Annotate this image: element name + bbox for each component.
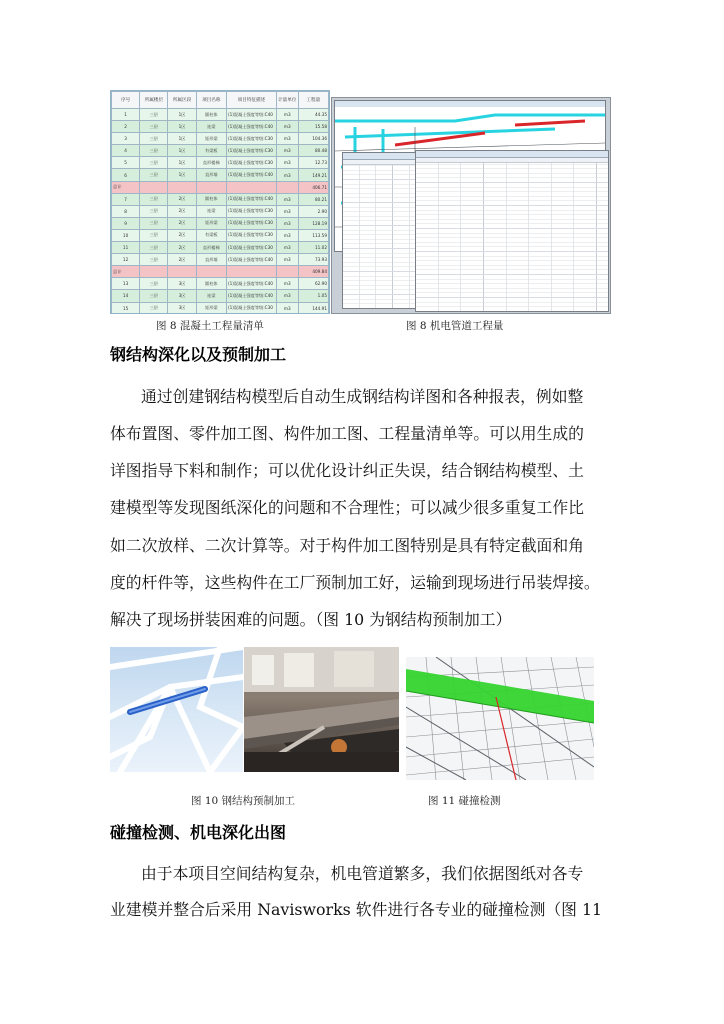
table-cell: 连梁 (196, 290, 226, 302)
table-cell (140, 266, 168, 278)
mep-quantity-screenshot (331, 97, 611, 314)
table-cell: 15 (112, 302, 140, 314)
paragraph-line: 体布置图、零件加工图、构件加工图、工程量清单等。可以用生成的 (110, 424, 584, 443)
table-cell: m3 (276, 109, 298, 121)
table-cell: 圆柱体 (196, 109, 226, 121)
paragraph-line: 通过创建钢结构模型后自动生成钢结构详图和各种报表，例如整 (141, 387, 584, 406)
table-cell: 15.58 (298, 121, 328, 133)
table-cell: m3 (276, 145, 298, 157)
table-row (112, 145, 329, 157)
table-cell: 2区 (168, 242, 196, 254)
table-cell: 80.48 (298, 145, 328, 157)
table-cell: (1)混凝土强度等级:C40 (226, 169, 276, 181)
table-cell: (1)混凝土强度等级:C40 (226, 121, 276, 133)
table-cell: (1)混凝土强度等级:C30 (226, 242, 276, 254)
table-cell: 三层 (140, 121, 168, 133)
table-cell: 12 (112, 254, 140, 266)
table-cell: 矩形梁 (196, 133, 226, 145)
caption-fig8-mep: 图 8 机电管道工程量 (406, 320, 504, 332)
table-row (112, 278, 329, 290)
table-cell: 3区 (168, 290, 196, 302)
table-cell: 三层 (140, 157, 168, 169)
table-cell: 三层 (140, 169, 168, 181)
table-row (112, 242, 329, 254)
table-cell: 104.36 (298, 133, 328, 145)
table-cell: m3 (276, 157, 298, 169)
table-cell: 409.84 (298, 266, 328, 278)
table-cell: 11.02 (298, 242, 328, 254)
table-cell: 12.73 (298, 157, 328, 169)
table-cell: 直形楼梯 (196, 157, 226, 169)
table-cell: m3 (276, 290, 298, 302)
factory-fabrication-photo (244, 647, 399, 772)
steel-structure-photo (110, 647, 243, 772)
paragraph-line: 业建模并整合后采用 Navisworks 软件进行各专业的碰撞检测（图 11 (110, 900, 603, 919)
table-cell: m3 (276, 193, 298, 205)
table-cell: 2区 (168, 193, 196, 205)
table-cell: 直形楼梯 (196, 242, 226, 254)
table-subtotal-row (112, 181, 329, 193)
table-cell: m3 (276, 302, 298, 314)
caption-fig8-concrete: 图 8 混凝土工程量清单 (156, 320, 264, 332)
table-cell: (1)混凝土强度等级:C40 (226, 278, 276, 290)
table-row (112, 109, 329, 121)
table-row (112, 193, 329, 205)
table-cell: 直形墙 (196, 254, 226, 266)
table-cell: (1)混凝土强度等级:C30 (226, 145, 276, 157)
table-cell: 三层 (140, 205, 168, 217)
table-cell: 10 (112, 229, 140, 241)
table-cell: 6 (112, 169, 140, 181)
table-cell: 8 (112, 205, 140, 217)
table-cell (226, 266, 276, 278)
table-cell: m3 (276, 229, 298, 241)
table-cell: m3 (276, 205, 298, 217)
table-cell (196, 181, 226, 193)
table-cell: (1)混凝土强度等级:C40 (226, 290, 276, 302)
paragraph-line: 解决了现场拼装困难的问题。（图 10 为钢结构预制加工） (110, 610, 512, 629)
table-cell: 总计 (112, 181, 140, 193)
concrete-quantity-table (111, 91, 329, 314)
table-cell: m3 (276, 278, 298, 290)
table-cell (196, 266, 226, 278)
table-cell: 总计 (112, 266, 140, 278)
table-cell: 144.91 (298, 302, 328, 314)
table-row (112, 302, 329, 314)
table-cell: 7 (112, 193, 140, 205)
paragraph-line: 详图指导下料和制作；可以优化设计纠正失误，结合钢结构模型、土 (110, 461, 584, 480)
table-header-row (112, 92, 329, 109)
table-cell: 149.21 (298, 169, 328, 181)
table-header-cell: 工程量 (298, 92, 328, 109)
table-cell: (1)混凝土强度等级:C40 (226, 109, 276, 121)
table-cell: m3 (276, 254, 298, 266)
table-header-cell: 序号 (112, 92, 140, 109)
table-cell: 三层 (140, 278, 168, 290)
table-cell (276, 181, 298, 193)
table-row (112, 205, 329, 217)
table-row (112, 254, 329, 266)
table-cell (168, 266, 196, 278)
table-cell (140, 181, 168, 193)
table-cell: 三层 (140, 109, 168, 121)
table-cell: m3 (276, 242, 298, 254)
table-cell: 9 (112, 217, 140, 229)
steel-grid-illustration (110, 647, 243, 772)
table-cell: 3区 (168, 302, 196, 314)
concrete-quantity-table-image (110, 90, 330, 314)
table-cell: (1)混凝土强度等级:C40 (226, 193, 276, 205)
table-subtotal-row (112, 266, 329, 278)
table-cell: 三层 (140, 145, 168, 157)
table-cell: 三层 (140, 242, 168, 254)
table-cell: 矩形梁 (196, 217, 226, 229)
table-cell: 三层 (140, 254, 168, 266)
table-cell: 直形墙 (196, 169, 226, 181)
table-cell: m3 (276, 169, 298, 181)
table-cell (226, 181, 276, 193)
table-row (112, 169, 329, 181)
table-cell: 1区 (168, 145, 196, 157)
table-header-cell: 计量单位 (276, 92, 298, 109)
table-cell: 14 (112, 290, 140, 302)
table-cell: 有梁板 (196, 145, 226, 157)
table-cell: (1)混凝土强度等级:C30 (226, 229, 276, 241)
table-cell: 三层 (140, 133, 168, 145)
table-cell: (1)混凝土强度等级:C30 (226, 217, 276, 229)
table-cell: 三层 (140, 302, 168, 314)
table-cell: 三层 (140, 229, 168, 241)
table-row (112, 133, 329, 145)
table-cell: 圆柱体 (196, 193, 226, 205)
table-row (112, 217, 329, 229)
table-cell: 2.90 (298, 205, 328, 217)
table-header-cell: 项目特征描述 (226, 92, 276, 109)
table-cell: 圆柱体 (196, 278, 226, 290)
table-cell: (1)混凝土强度等级:C30 (226, 302, 276, 314)
table-cell: 2 (112, 121, 140, 133)
table-cell: 1区 (168, 109, 196, 121)
table-cell: 2区 (168, 205, 196, 217)
paragraph-line: 建模型等发现图纸深化的问题和不合理性；可以减少很多重复工作比 (110, 498, 584, 517)
table-cell: 2区 (168, 217, 196, 229)
table-cell: 三层 (140, 193, 168, 205)
table-cell: 有梁板 (196, 229, 226, 241)
table-cell: 2区 (168, 254, 196, 266)
table-cell: 5 (112, 157, 140, 169)
table-cell: (1)混凝土强度等级:C30 (226, 133, 276, 145)
table-cell: 连梁 (196, 205, 226, 217)
table-cell: 62.90 (298, 278, 328, 290)
table-header-cell: 所属区段 (168, 92, 196, 109)
pipe-schedule-window-2 (415, 150, 609, 312)
table-cell (276, 266, 298, 278)
caption-fig11: 图 11 碰撞检测 (428, 795, 501, 807)
table-cell: 1区 (168, 121, 196, 133)
table-cell: 13 (112, 278, 140, 290)
table-cell: 80.21 (298, 193, 328, 205)
table-cell: 128.19 (298, 217, 328, 229)
table-cell: 连梁 (196, 121, 226, 133)
section-heading-steel: 钢结构深化以及预制加工 (110, 345, 287, 364)
table-row (112, 229, 329, 241)
table-cell: 1区 (168, 133, 196, 145)
table-cell: 三层 (140, 290, 168, 302)
caption-fig10: 图 10 钢结构预制加工 (191, 795, 296, 807)
table-cell: 113.59 (298, 229, 328, 241)
table-row (112, 290, 329, 302)
table-cell: 3区 (168, 278, 196, 290)
table-cell: m3 (276, 217, 298, 229)
paragraph-line: 由于本项目空间结构复杂，机电管道繁多，我们依据图纸对各专 (141, 864, 584, 883)
table-cell: 4 (112, 145, 140, 157)
table-cell: 1区 (168, 169, 196, 181)
table-cell: (1)混凝土强度等级:C30 (226, 205, 276, 217)
clash-detection-illustration (406, 657, 594, 780)
table-header-cell: 项目名称 (196, 92, 226, 109)
table-cell: 三层 (140, 217, 168, 229)
paragraph-line: 如二次放样、二次计算等。对于构件加工图特别是具有特定截面和角 (110, 536, 584, 555)
table-cell: 406.71 (298, 181, 328, 193)
table-cell: 73.93 (298, 254, 328, 266)
paragraph-line: 度的杆件等，这些构件在工厂预制加工好，运输到现场进行吊装焊接。 (110, 573, 600, 592)
table-cell: m3 (276, 121, 298, 133)
table-cell: 1 (112, 109, 140, 121)
table-cell: (1)混凝土强度等级:C30 (226, 157, 276, 169)
table-cell: 矩形梁 (196, 302, 226, 314)
table-cell: 2区 (168, 229, 196, 241)
table-cell: (1)混凝土强度等级:C40 (226, 254, 276, 266)
table-cell: 11 (112, 242, 140, 254)
table-cell: 1.05 (298, 290, 328, 302)
table-cell: 1区 (168, 157, 196, 169)
factory-illustration (244, 647, 399, 772)
table-cell: 44.35 (298, 109, 328, 121)
clash-detection-image (406, 657, 594, 780)
table-cell (168, 181, 196, 193)
table-cell: 3 (112, 133, 140, 145)
table-cell: m3 (276, 133, 298, 145)
table-row (112, 121, 329, 133)
table-row (112, 157, 329, 169)
table-header-cell: 所属楼层 (140, 92, 168, 109)
section-heading-clash: 碰撞检测、机电深化出图 (110, 823, 287, 842)
